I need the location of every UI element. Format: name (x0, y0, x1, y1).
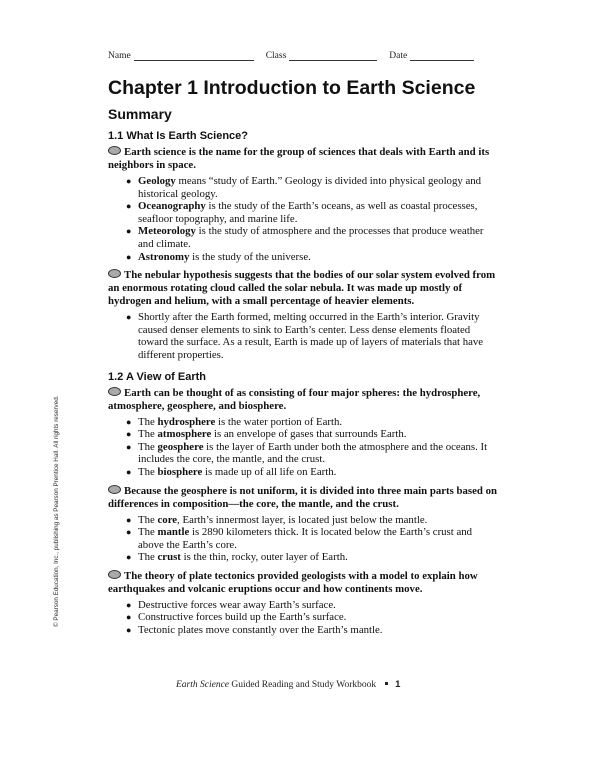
bullet-dot: ● (126, 514, 132, 525)
bullet-list (108, 416, 500, 479)
bullet-list (108, 514, 500, 564)
section-heading: 1.1 What Is Earth Science? (108, 130, 248, 142)
bullet-dot: ● (126, 416, 132, 427)
eye-icon (108, 269, 121, 278)
list-item: ● The mantle is 2890 kilometers thick. It is located below the Earth’s crust and above the Earth’s core. (126, 526, 473, 551)
list-item: ● The hydrosphere is the water portion of Earth. (126, 415, 343, 428)
key-concept: Earth science is the name for the group of sciences that deals with Earth and its neighbors in space. (108, 146, 490, 171)
copyright-notice: © Pearson Education, Inc., publishing as Pearson Prentice Hall. All rights reserved. (53, 395, 60, 627)
eye-icon (108, 146, 121, 155)
bullet-dot: ● (126, 429, 132, 440)
bullet-dot: ● (126, 527, 132, 538)
key-concept: The theory of plate tectonics provided geologists with a model to explain how earthquakes and volcanic eruptions occur and how continents move. (108, 569, 478, 595)
bullet-dot: ● (126, 251, 132, 262)
key-concept: Earth can be thought of as consisting of four major spheres: the hydrosphere, atmosphere, geosphere, and biosphere. (108, 386, 481, 412)
key-concept: Because the geosphere is not uniform, it is divided into three main parts based on differences in composition—the core, the mantle, and the crust. (108, 484, 498, 510)
summary-content (108, 130, 500, 643)
list-item: ● Tectonic plates move constantly over the Earth’s mantle. (126, 624, 383, 637)
key-concept: The nebular hypothesis suggests that the bodies of our solar system evolved from an enormous rotating cloud called the solar nebula. It was made up mostly of hydrogen and helium, with a small percentage of heavier elements. (108, 269, 496, 308)
bullet-list (108, 311, 500, 361)
eye-icon (108, 387, 121, 396)
bullet-dot: ● (126, 201, 132, 212)
list-item: ● Meteorology is the study of atmosphere and the processes that produce weather and climate. (126, 225, 484, 250)
list-item: ● Constructive forces build up the Earth’s surface. (126, 611, 347, 624)
bullet-list (108, 175, 500, 263)
name-label: Name (108, 51, 131, 61)
page-number: 1 (395, 679, 401, 690)
list-item: ● Astronomy is the study of the universe. (126, 250, 311, 263)
book-subtitle: Guided Reading and Study Workbook (229, 680, 377, 690)
page-footer (176, 679, 496, 690)
bullet-dot: ● (126, 612, 132, 623)
date-label: Date (389, 51, 408, 61)
summary-title: Summary (108, 106, 172, 122)
bullet-dot: ● (126, 176, 132, 186)
bullet-dot: ● (126, 625, 132, 636)
eye-icon (108, 485, 121, 494)
bullet-dot: ● (126, 312, 132, 323)
section-heading: 1.2 A View of Earth (108, 370, 207, 383)
list-item: ● The biosphere is made up of all life on Earth. (126, 465, 337, 478)
bullet-dot: ● (126, 466, 132, 477)
list-item: ● Oceanography is the study of the Earth’s oceans, as well as coastal processes, seafloor topography, and marine life. (126, 200, 478, 225)
date-blank (410, 51, 474, 61)
list-item: ● The core, Earth’s innermost layer, is located just below the mantle. (126, 513, 428, 526)
list-item: ● The crust is the thin, rocky, outer layer of Earth. (126, 551, 348, 564)
bullet-dot: ● (126, 441, 132, 452)
list-item: ● Destructive forces wear away Earth’s surface. (126, 598, 336, 611)
class-label: Class (265, 51, 287, 61)
eye-icon (108, 570, 121, 579)
bullet-dot: ● (126, 599, 132, 610)
list-item: ● Shortly after the Earth formed, melting occurred in the Earth’s interior. Gravity caused denser elements to sink to Earth’s center. Less dense elements floated toward the surface. As a result, Earth is made up of layers of materials that have different properties. (126, 311, 484, 361)
name-class-date-header (108, 51, 494, 61)
list-item: ● The geosphere is the layer of Earth under both the atmosphere and the oceans. It includes the core, the mantle, and the crust. (126, 440, 488, 466)
list-item: ● The atmosphere is an envelope of gases that surrounds Earth. (126, 428, 407, 441)
footer-square-icon (385, 682, 388, 685)
class-blank (289, 51, 377, 61)
bullet-dot: ● (126, 552, 132, 563)
chapter-title: Chapter 1 Introduction to Earth Science (108, 77, 476, 99)
name-blank (134, 51, 254, 61)
list-item: ● Geology means “study of Earth.” Geology is divided into physical geology and historical geology. (126, 175, 482, 200)
bullet-dot: ● (126, 226, 132, 237)
book-title: Earth Science (176, 680, 230, 690)
bullet-list (108, 599, 500, 637)
